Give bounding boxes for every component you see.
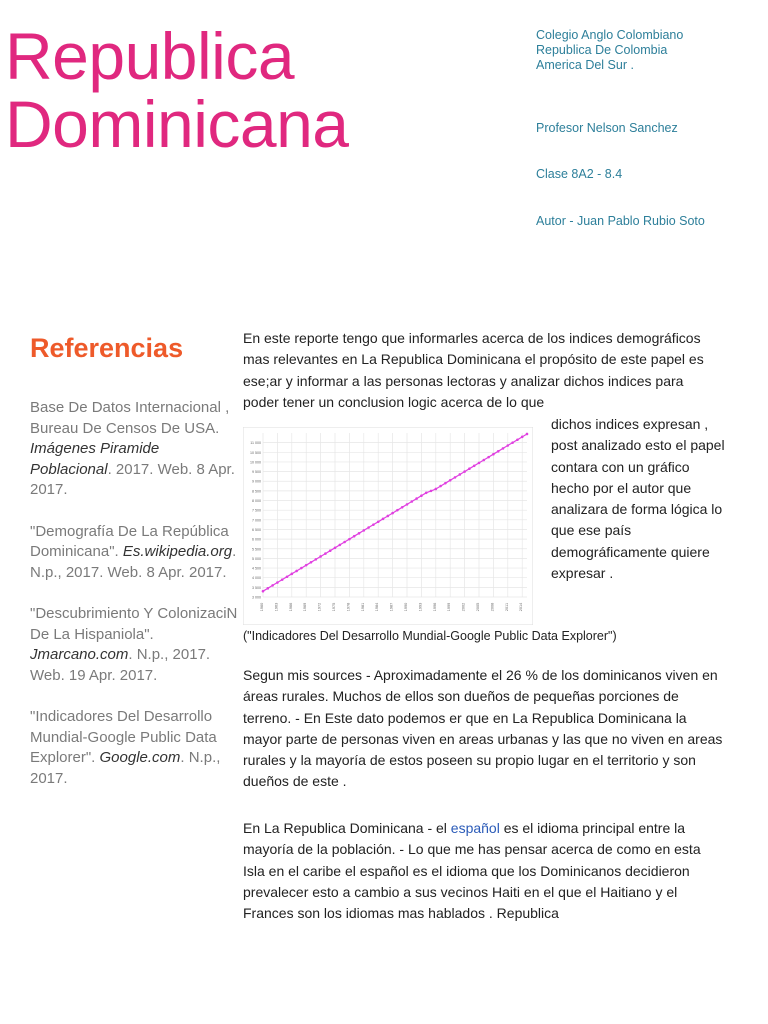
y-tick-label: 9 500: [252, 470, 261, 475]
reference-text: "Descubrimiento Y ColonizaciN De La Hispaniola".: [30, 605, 238, 643]
data-point: [406, 503, 409, 506]
reference-title: Google.com: [99, 749, 181, 766]
chart-caption: ("Indicadores Del Desarrollo Mundial-Google Public Data Explorer"): [243, 629, 617, 643]
data-point: [334, 547, 337, 550]
data-point: [425, 492, 428, 495]
data-point: [454, 476, 457, 479]
y-tick-label: 11 000: [250, 441, 261, 446]
x-tick-label: 1996: [432, 602, 437, 612]
data-point: [353, 535, 356, 538]
data-point: [315, 558, 318, 561]
rural-text: Segun mis sources - Aproximadamente el 26 % de los dominicanos viven en áreas rurales. Muchos de ellos son dueños de pequeñas porciones de terreno. - En Este dato podemos er que en La Republica Dominicana la mayor parte de personas viven en areas urbanas y las que no viven en areas rurales y la mayoría de estos poseen su propio lugar en el territorio y son dueños de este .: [243, 667, 723, 790]
data-point: [286, 575, 289, 578]
data-point: [329, 549, 332, 552]
x-tick-label: 1978: [346, 602, 351, 612]
reference-date: . N.p., 2017. Web. 19 Apr. 2017.: [30, 646, 211, 684]
x-tick-label: 2002: [461, 602, 466, 612]
data-point: [295, 570, 298, 573]
reference-text: Base De Datos Internacional , Bureau De Censos De USA.: [30, 399, 230, 437]
language-text-start: En La Republica Dominicana - el: [243, 820, 451, 836]
author-name: Autor - Juan Pablo Rubio Soto: [536, 214, 705, 228]
reference-title: Imágenes Piramide Poblacional: [30, 440, 160, 478]
data-point: [473, 465, 476, 468]
data-point: [411, 500, 414, 503]
x-tick-label: 1999: [447, 602, 452, 612]
class-name: Clase 8A2 - 8.4: [536, 167, 623, 181]
data-point: [516, 438, 519, 441]
data-point: [281, 578, 284, 581]
data-point: [387, 515, 390, 518]
data-point: [463, 470, 466, 473]
data-point: [358, 532, 361, 535]
data-point: [339, 544, 342, 547]
data-point: [511, 441, 514, 444]
data-point: [276, 581, 279, 584]
reference-item: [30, 398, 238, 501]
reference-item: [30, 522, 238, 584]
x-tick-label: 1972: [317, 602, 322, 612]
data-point: [444, 482, 447, 485]
school-info: [536, 28, 683, 73]
data-point: [487, 456, 490, 459]
data-point: [291, 573, 294, 576]
x-tick-label: 1993: [418, 602, 423, 612]
language-text-end: es el idioma principal entre la mayoría de la población. - Lo que me has pensar acerca de como en esta Isla en el caribe el español es el idioma que los Dominicanos decidieron prevalecer esto a cambio a sus vecinos Haiti en el que el Haitiano y el Frances son los idiomas mas hablados . Republica: [243, 820, 701, 922]
reference-item: [30, 707, 238, 789]
title-line-2: Dominicana: [5, 87, 349, 161]
data-point: [372, 523, 375, 526]
teacher-name: Profesor Nelson Sanchez: [536, 121, 678, 135]
data-point: [343, 541, 346, 544]
x-tick-label: 1984: [375, 602, 380, 612]
reference-title: Es.wikipedia.org: [122, 543, 233, 560]
data-point: [267, 587, 270, 590]
reference-title: Jmarcano.com: [30, 646, 129, 663]
data-point: [415, 497, 418, 500]
data-point: [348, 538, 351, 541]
reference-text: "Indicadores Del Desarrollo Mundial-Google Public Data Explorer".: [30, 708, 217, 766]
data-point: [468, 467, 471, 470]
x-tick-label: 1987: [389, 602, 394, 612]
data-point: [377, 520, 380, 523]
y-tick-label: 3 000: [252, 595, 261, 600]
y-tick-label: 7 500: [252, 508, 261, 513]
data-point: [391, 512, 394, 515]
data-point: [483, 459, 486, 462]
intro-text: En este reporte tengo que informarles acerca de los indices demográficos mas relevantes en La Republica Dominicana el propósito de este papel es ese;ar y informar a las personas lectoras y analizar dichos indices para poder tener un conclusion logic acerca de lo que: [243, 330, 704, 410]
y-tick-label: 4 000: [252, 576, 261, 581]
school-name: Colegio Anglo Colombiano: [536, 28, 684, 42]
page-title: [5, 19, 349, 161]
y-tick-label: 10 500: [250, 450, 261, 455]
data-point: [305, 564, 308, 567]
data-point: [430, 490, 433, 493]
y-tick-label: 7 000: [252, 518, 261, 523]
language-paragraph: [243, 818, 723, 924]
data-point: [507, 444, 510, 447]
data-point: [363, 529, 366, 532]
reference-date: . 2017. Web. 8 Apr. 2017.: [30, 460, 235, 498]
population-chart: [243, 427, 533, 625]
y-tick-label: 8 000: [252, 499, 261, 504]
references-list: [30, 398, 238, 810]
data-point: [382, 518, 385, 521]
data-point: [526, 433, 529, 436]
reference-text: "Demografía De La República Dominicana".: [30, 522, 229, 560]
data-point: [401, 506, 404, 509]
y-tick-label: 3 500: [252, 585, 261, 590]
data-point: [271, 584, 274, 587]
intro-wrap-text: dichos indices expresan , post analizado esto el papel contara con un gráfico hecho por el autor que analizara de forma lógica lo que ese país demográficamente quiere expresar .: [551, 416, 725, 582]
data-point: [497, 450, 500, 453]
y-tick-label: 6 500: [252, 527, 261, 532]
references-heading: Referencias: [30, 333, 184, 363]
data-point: [459, 473, 462, 476]
y-tick-label: 10 000: [250, 460, 261, 465]
x-tick-label: 2014: [519, 602, 524, 612]
data-point: [502, 447, 505, 450]
data-point: [439, 485, 442, 488]
intro-paragraph: [243, 328, 723, 413]
rural-paragraph: [243, 665, 723, 793]
reference-date: . N.p., 2017.: [30, 749, 221, 787]
data-point: [319, 555, 322, 558]
data-point: [449, 479, 452, 482]
reference-date: . N.p., 2017. Web. 8 Apr. 2017.: [30, 543, 237, 581]
x-tick-label: 1960: [260, 602, 264, 612]
y-tick-label: 9 000: [252, 479, 261, 484]
x-tick-label: 2005: [476, 602, 480, 612]
y-tick-label: 8 500: [252, 489, 261, 494]
x-tick-label: 2008: [490, 602, 495, 612]
school-continent: America Del Sur .: [536, 58, 634, 72]
x-tick-label: 1990: [404, 602, 408, 612]
data-point: [478, 462, 481, 465]
y-tick-label: 4 500: [252, 566, 261, 571]
data-point: [310, 561, 313, 564]
data-point: [521, 436, 524, 439]
espanol-link[interactable]: español: [450, 820, 500, 836]
title-line-1: Republica: [5, 19, 295, 93]
school-country: Republica De Colombia: [536, 43, 668, 57]
data-point: [435, 488, 438, 491]
data-point: [262, 590, 265, 593]
x-tick-label: 2011: [504, 602, 509, 612]
data-point: [367, 526, 370, 529]
data-point: [324, 552, 327, 555]
reference-item: [30, 604, 238, 686]
x-tick-label: 1966: [288, 602, 293, 612]
data-point: [396, 509, 399, 512]
data-point: [300, 567, 303, 570]
data-point: [492, 453, 495, 456]
x-tick-label: 1975: [332, 602, 336, 612]
data-point: [420, 494, 423, 497]
y-tick-label: 5 000: [252, 556, 261, 561]
x-tick-label: 1981: [360, 602, 365, 612]
y-tick-label: 6 000: [252, 537, 261, 542]
x-tick-label: 1963: [274, 602, 279, 612]
y-tick-label: 5 500: [252, 547, 261, 552]
x-tick-label: 1969: [303, 602, 308, 612]
